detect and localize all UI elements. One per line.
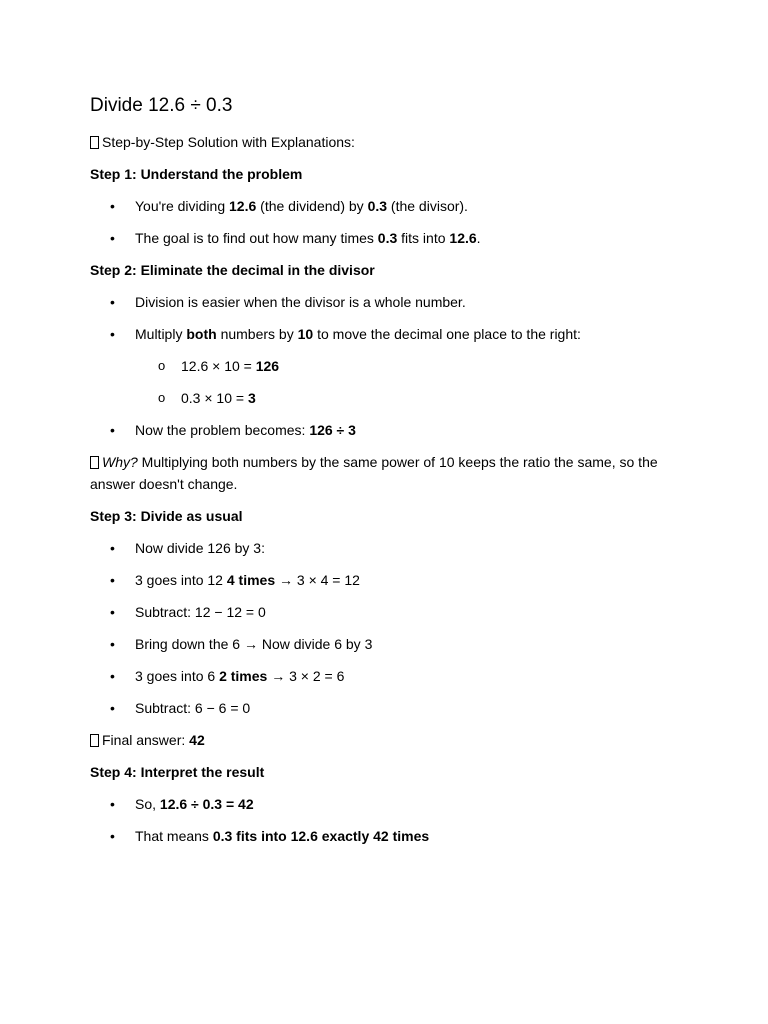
final-answer-value: 42 [189,732,205,748]
bullet-marker: • [110,828,115,844]
step4-bullet-1-text: So, 12.6 ÷ 0.3 = 42 [135,796,254,812]
step1-bullet-1-text: You're dividing 12.6 (the dividend) by 0.3 (the divisor). [135,198,468,214]
bullet-marker: • [110,796,115,812]
bullet-marker: • [110,326,115,342]
step2-sub-bullet-2-text: 0.3 × 10 = 3 [181,390,256,406]
document-title: Divide 12.6 ÷ 0.3 [90,95,233,116]
step2-bullet-3-text: Now the problem becomes: 126 ÷ 3 [135,422,356,438]
intro-line [90,131,355,153]
bullet-marker: • [110,422,115,438]
bullet-marker: • [110,668,115,684]
step2-sub-bullet-1-text: 12.6 × 10 = 126 [181,358,280,374]
missing-glyph-icon [90,136,99,149]
step3-bullet-6-text: Subtract: 6 − 6 = 0 [135,700,251,716]
step4-heading: Step 4: Interpret the result [90,764,265,780]
sub-bullet-marker: o [158,390,166,405]
step3-heading: Step 3: Divide as usual [90,508,243,524]
step1-bullet-2-text: The goal is to find out how many times 0.3 fits into 12.6. [135,230,481,246]
why-text: Multiplying both numbers by the same power of 10 keeps the ratio the same, so the answer doesn't change. [90,454,658,492]
sub-bullet-marker: o [158,358,166,373]
bullet-marker: • [110,572,115,588]
step2-bullet-1-text: Division is easier when the divisor is a whole number. [135,294,466,310]
bullet-marker: • [110,198,115,214]
why-label: Why? [102,454,138,470]
bullet-marker: • [110,294,115,310]
final-answer: Final answer: 42 [90,729,205,751]
step2-bullet-2-text: Multiply both numbers by 10 to move the decimal one place to the right: [135,326,581,342]
bullet-marker: • [110,230,115,246]
step2-heading: Step 2: Eliminate the decimal in the divisor [90,262,375,278]
step4-bullet-2-text: That means 0.3 fits into 12.6 exactly 42 times [135,828,430,844]
step3-bullet-2-text: 3 goes into 12 4 times → 3 × 4 = 12 [135,572,360,588]
step3-bullet-5-text: 3 goes into 6 2 times → 3 × 2 = 6 [135,668,345,684]
missing-glyph-icon [90,456,99,469]
why-note [90,451,660,495]
step3-bullet-4-text: Bring down the 6 → Now divide 6 by 3 [135,636,373,652]
bullet-marker: • [110,604,115,620]
step3-bullet-3-text: Subtract: 12 − 12 = 0 [135,604,266,620]
bullet-marker: • [110,540,115,556]
bullet-marker: • [110,636,115,652]
missing-glyph-icon [90,734,99,747]
intro-text: Step-by-Step Solution with Explanations: [102,134,355,150]
bullet-marker: • [110,700,115,716]
step1-heading: Step 1: Understand the problem [90,166,303,182]
step3-bullet-1-text: Now divide 126 by 3: [135,540,265,556]
